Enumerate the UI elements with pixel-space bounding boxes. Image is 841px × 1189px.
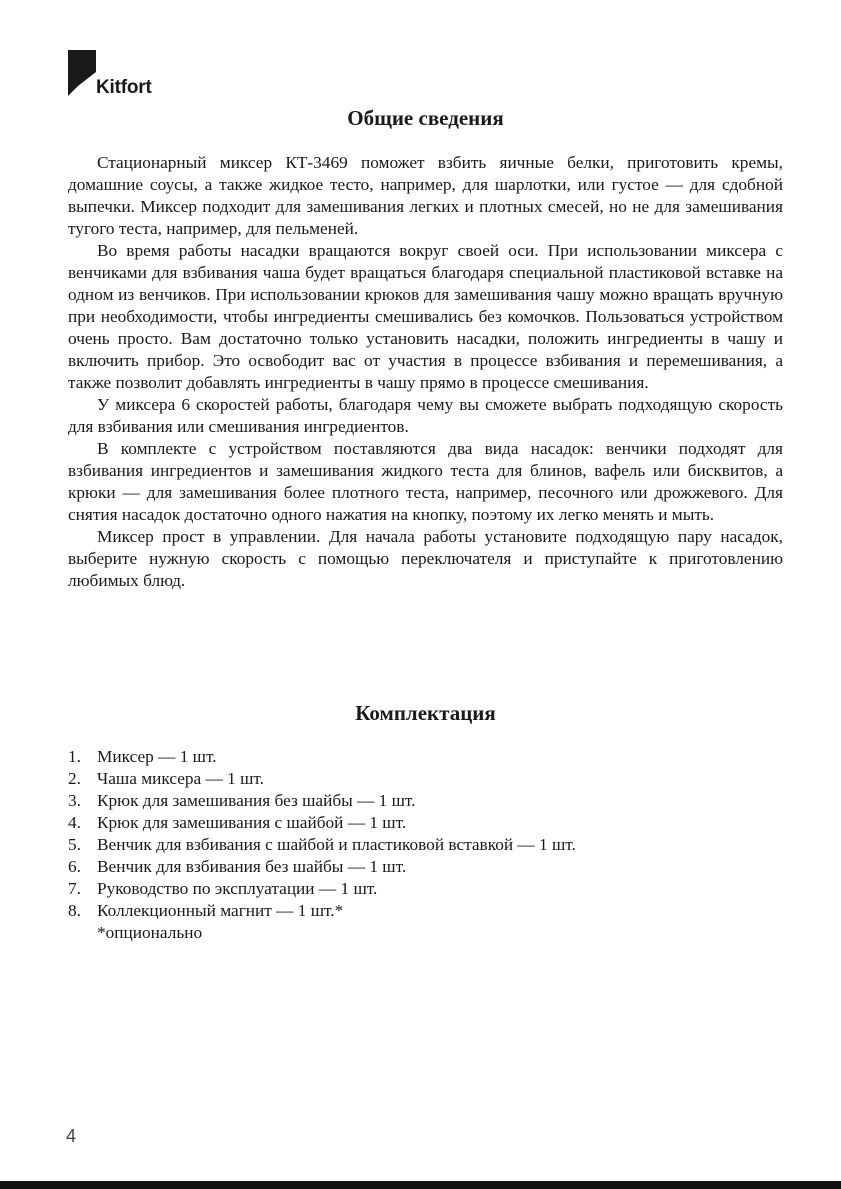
paragraph: В комплекте с устройством поставляются два вида насадок: венчики подходят для взбивания ингредиентов и замешивания жидкого теста для блинов, вафель или бисквитов, а крюки — для замешивания более плотного теста, например, песочного или дрожжевого. Для снятия насадок достаточно одного нажатия на кнопку, поэтому их легко менять и мыть. xyxy=(68,439,783,524)
list-item-number: 8. xyxy=(68,901,81,920)
list-item-text: Чаша миксера — 1 шт. xyxy=(97,769,264,788)
list-item xyxy=(68,900,783,922)
list-item-text: Крюк для замешивания без шайбы — 1 шт. xyxy=(97,791,416,810)
paragraph: Стационарный миксер КТ-3469 поможет взбить яичные белки, приготовить кремы, домашние соусы, а также жидкое тесто, например, для шарлотки, или густое — для сдобной выпечки. Миксер подходит для замешивания легких и плотных смесей, но не для замешивания тугого теста, например, для пельменей. xyxy=(68,153,783,238)
list-item-text: Руководство по эксплуатации — 1 шт. xyxy=(97,879,378,898)
bottom-rule xyxy=(0,1181,841,1189)
list-item-text: Коллекционный магнит — 1 шт.* xyxy=(97,901,344,920)
paragraph: Во время работы насадки вращаются вокруг своей оси. При использовании миксера с венчиками для взбивания чаша будет вращаться благодаря специальной пластиковой вставке на одном из венчиков. При использовании крюков для замешивания чашу можно вращать вручную при необходимости, чтобы ингредиенты смешивались без комочков. Пользоваться устройством очень просто. Вам достаточно только установить насадки, положить ингредиенты в чашу и включить прибор. Это освободит вас от участия в процессе взбивания и перемешивания, а также позволит добавлять ингредиенты в чашу прямо в процессе смешивания. xyxy=(68,241,783,392)
list-item-number: 5. xyxy=(68,835,81,854)
package-contents-list xyxy=(68,746,783,922)
list-item-number: 4. xyxy=(68,813,81,832)
brand-name: Kitfort xyxy=(96,77,152,98)
list-item xyxy=(68,768,783,790)
list-item xyxy=(68,790,783,812)
general-info-title: Общие сведения xyxy=(347,106,504,130)
kitfort-logo xyxy=(68,50,168,100)
footnote: *опционально xyxy=(97,923,203,942)
list-item-number: 6. xyxy=(68,857,81,876)
page-number: 4 xyxy=(66,1126,77,1146)
list-item xyxy=(68,812,783,834)
list-item xyxy=(68,834,783,856)
package-contents-title: Комплектация xyxy=(355,701,496,725)
list-item xyxy=(68,878,783,900)
list-item xyxy=(68,746,783,768)
list-item-text: Миксер — 1 шт. xyxy=(97,747,217,766)
list-item-number: 3. xyxy=(68,791,81,810)
package-contents xyxy=(68,746,783,944)
list-item-number: 2. xyxy=(68,769,81,788)
list-item-text: Крюк для замешивания с шайбой — 1 шт. xyxy=(97,813,407,832)
general-info-body xyxy=(68,152,783,592)
list-item-number: 7. xyxy=(68,879,81,898)
list-item-text: Венчик для взбивания без шайбы — 1 шт. xyxy=(97,857,407,876)
list-item xyxy=(68,856,783,878)
paragraph: У миксера 6 скоростей работы, благодаря чему вы сможете выбрать подходящую скорость для взбивания или смешивания ингредиентов. xyxy=(68,395,783,436)
list-item-text: Венчик для взбивания с шайбой и пластиковой вставкой — 1 шт. xyxy=(97,835,576,854)
kitfort-logo-mark xyxy=(68,50,96,96)
paragraph: Миксер прост в управлении. Для начала работы установите подходящую пару насадок, выберите нужную скорость с помощью переключателя и приступайте к приготовлению любимых блюд. xyxy=(68,527,783,590)
list-item-number: 1. xyxy=(68,747,81,766)
